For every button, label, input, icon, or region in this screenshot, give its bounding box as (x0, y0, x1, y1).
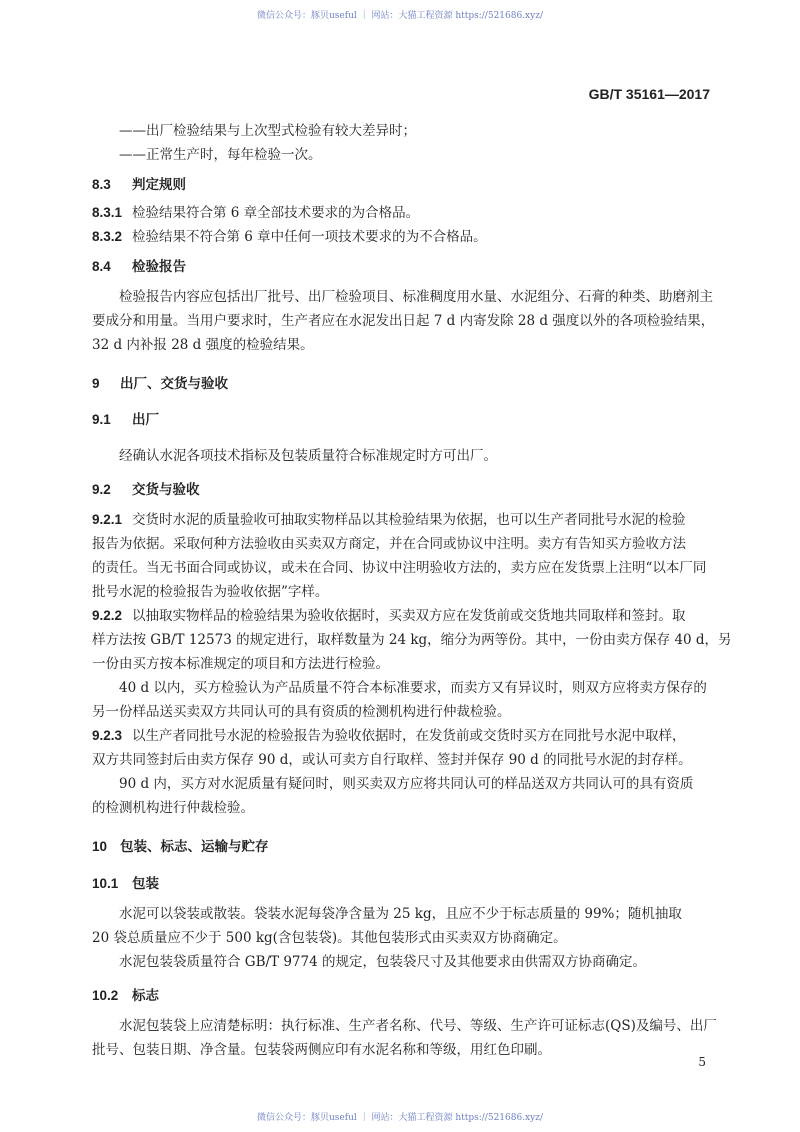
clause-text: 检验结果符合第 6 章全部技术要求的为合格品。 (132, 205, 420, 221)
section-title: 出厂、交货与验收 (120, 376, 228, 392)
section-number: 9.2 (92, 482, 111, 497)
text-line: ——正常生产时，每年检验一次。 (119, 147, 322, 163)
section-title: 检验报告 (132, 259, 186, 275)
watermark-top: 微信公众号：豚贝useful ｜ 网站：大猫工程资源 https://521686.xyz/ (257, 11, 543, 21)
section-title: 出厂 (132, 412, 159, 428)
section-title: 包装、标志、运输与贮存 (120, 839, 269, 855)
section-number: 8.3 (92, 177, 111, 192)
text-line: 的检测机构进行仲裁检验。 (92, 800, 254, 816)
chapter-heading-9 (92, 375, 228, 393)
clause-text: 交货时水泥的质量验收可抽取实物样品以其检验结果为依据，也可以生产者同批号水泥的检验 (132, 512, 686, 528)
section-title: 判定规则 (132, 177, 186, 193)
text-line: 20 袋总质量应不少于 500 kg(含包装袋)。其他包装形式由买卖双方协商确定。 (92, 930, 567, 946)
section-number: 8.4 (92, 259, 111, 274)
clause-text: 以生产者同批号水泥的检验报告为验收依据时，在发货前或交货时买方在同批号水泥中取样， (132, 728, 686, 744)
clause-9-2-3 (92, 727, 686, 745)
text-line: 90 d 内，买方对水泥质量有疑问时，则买卖双方应将共同认可的样品送双方共同认可的具有资质 (119, 776, 694, 792)
section-number: 10.1 (92, 876, 119, 891)
section-heading-9-1 (92, 411, 159, 429)
section-heading-10-1 (92, 875, 159, 893)
clause-9-2-1 (92, 511, 686, 529)
text-line: 另一份样品送买卖双方共同认可的具有资质的检测机构进行仲裁检验。 (92, 704, 511, 720)
section-title: 标志 (132, 988, 159, 1004)
section-heading-9-2 (92, 481, 200, 499)
section-heading-8-4 (92, 258, 186, 276)
text-line: 要成分和用量。当用户要求时，生产者应在水泥发出日起 7 d 内寄发除 28 d 强度以外的各项检验结果， (92, 313, 715, 329)
section-number: 9 (92, 376, 100, 391)
text-line: 双方共同签封后由卖方保存 90 d，或认可卖方自行取样、签封并保存 90 d 的同批号水泥的封存样。 (92, 752, 692, 768)
clause-text: 以抽取实物样品的检验结果为验收依据时，买卖双方应在发货前或交货地共同取样和签封。取 (132, 608, 686, 624)
text-line: 水泥包装袋质量符合 GB/T 9774 的规定，包装袋尺寸及其他要求由供需双方协商确定。 (119, 954, 646, 970)
clause-number: 9.2.1 (92, 512, 123, 527)
text-line: 40 d 以内，买方检验认为产品质量不符合本标准要求，而卖方又有异议时，则双方应将卖方保存的 (119, 680, 707, 696)
text-line: 经确认水泥各项技术指标及包装质量符合标准规定时方可出厂。 (119, 448, 497, 464)
text-line: 报告为依据。采取何种方法验收由买卖双方商定，并在合同或协议中注明。卖方有告知买方验收方法 (92, 536, 686, 552)
clause-number: 8.3.1 (92, 205, 123, 220)
section-number: 10.2 (92, 988, 119, 1003)
text-line: ——出厂检验结果与上次型式检验有较大差异时； (119, 123, 416, 139)
text-line: 32 d 内补报 28 d 强度的检验结果。 (92, 337, 314, 353)
section-heading-8-3 (92, 176, 186, 194)
clause-number: 8.3.2 (92, 229, 123, 244)
text-line: 水泥可以袋装或散装。袋装水泥每袋净含量为 25 kg，且应不少于标志质量的 99%；随机抽取 (119, 906, 682, 922)
clause-number: 9.2.3 (92, 728, 123, 743)
clause-8-3-2 (92, 228, 487, 246)
page-number: 5 (698, 1055, 706, 1069)
text-line: 批号、包装日期、净含量。包装袋两侧应印有水泥名称和等级，用红色印刷。 (92, 1042, 551, 1058)
clause-8-3-1 (92, 204, 419, 222)
section-number: 9.1 (92, 412, 111, 427)
clause-9-2-2 (92, 607, 686, 625)
section-heading-10-2 (92, 987, 159, 1005)
text-line: 检验报告内容应包括出厂批号、出厂检验项目、标准稠度用水量、水泥组分、石膏的种类、助磨剂主 (119, 289, 713, 305)
chapter-heading-10 (92, 838, 269, 856)
standard-number: GB/T 35161—2017 (588, 86, 710, 102)
text-line: 的责任。当无书面合同或协议，或未在合同、协议中注明验收方法的，卖方应在发货票上注明“以本厂同 (92, 560, 707, 576)
text-line: 一份由买方按本标准规定的项目和方法进行检验。 (92, 656, 389, 672)
section-number: 10 (92, 839, 108, 854)
clause-text: 检验结果不符合第 6 章中任何一项技术要求的为不合格品。 (132, 229, 487, 245)
text-line: 水泥包装袋上应清楚标明：执行标准、生产者名称、代号、等级、生产许可证标志(QS)及编号、出厂 (119, 1018, 717, 1034)
text-line: 批号水泥的检验报告为验收依据”字样。 (92, 584, 329, 600)
watermark-bottom: 微信公众号：豚贝useful ｜ 网站：大猫工程资源 https://521686.xyz/ (257, 1113, 543, 1123)
section-title: 包装 (132, 876, 159, 892)
text-line: 样方法按 GB/T 12573 的规定进行，取样数量为 24 kg，缩分为两等份。其中，一份由卖方保存 40 d，另 (92, 632, 732, 648)
clause-number: 9.2.2 (92, 608, 123, 623)
section-title: 交货与验收 (132, 482, 200, 498)
